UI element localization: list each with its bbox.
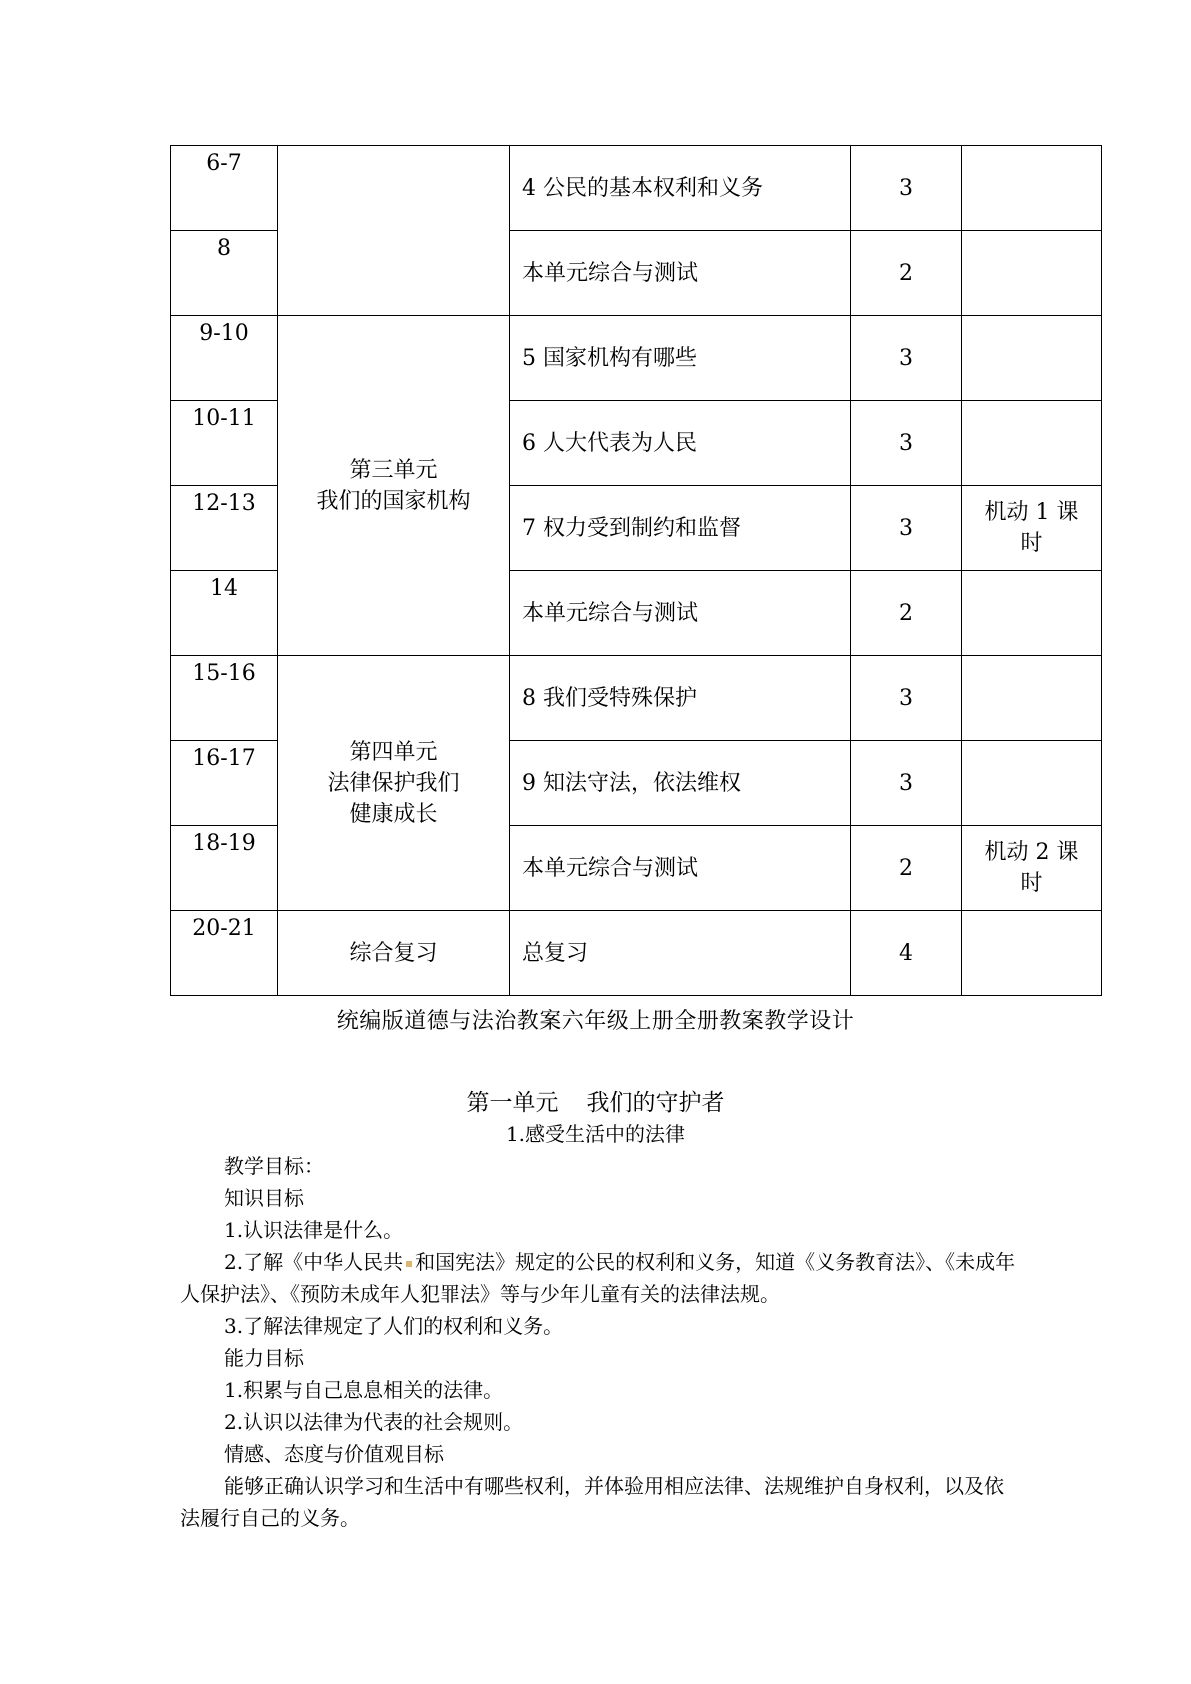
week-cell: 14 — [171, 571, 278, 656]
emotion-label: 情感、态度与价值观目标 — [224, 1442, 444, 1466]
unit-cell — [278, 656, 510, 911]
ability-label: 能力目标 — [224, 1346, 304, 1370]
lesson-body — [180, 1150, 1020, 1534]
table-row — [171, 146, 1102, 231]
note-cell — [962, 316, 1102, 401]
hours-cell: 3 — [851, 741, 962, 826]
note-cell: 机动 1 课时 — [962, 486, 1102, 571]
topic-cell: 本单元综合与测试 — [510, 826, 851, 911]
note-cell — [962, 656, 1102, 741]
hours-cell: 3 — [851, 146, 962, 231]
unit-name: 第三单元 — [349, 457, 438, 483]
week-cell: 6-7 — [171, 146, 278, 231]
week-cell: 8 — [171, 231, 278, 316]
week-cell: 9-10 — [171, 316, 278, 401]
ability-item: 2.认识以法律为代表的社会规则。 — [224, 1410, 524, 1434]
topic-cell: 8 我们受特殊保护 — [510, 656, 851, 741]
week-cell: 20-21 — [171, 911, 278, 996]
table-row — [171, 656, 1102, 741]
unit-cell: 综合复习 — [278, 911, 510, 996]
table-row — [171, 316, 1102, 401]
goals-label: 教学目标： — [224, 1154, 324, 1178]
unit-label: 第一单元 — [466, 1090, 559, 1116]
topic-cell: 总复习 — [510, 911, 851, 996]
hours-cell: 2 — [851, 826, 962, 911]
note-cell: 机动 2 课时 — [962, 826, 1102, 911]
schedule-table — [170, 145, 1102, 996]
ability-item: 1.积累与自己息息相关的法律。 — [224, 1378, 504, 1402]
note-cell — [962, 571, 1102, 656]
hours-cell: 3 — [851, 486, 962, 571]
unit-heading — [0, 1084, 1191, 1117]
week-cell: 15-16 — [171, 656, 278, 741]
knowledge-item: 1.认识法律是什么。 — [224, 1218, 404, 1242]
knowledge-item-part: 和国宪法》规定的公民的权利和义务，知道《义务教育法》、《未成年人保护法》、《预防未成年人犯罪法》等与少年儿童有关的法律法规。 — [180, 1250, 1016, 1306]
hours-cell: 3 — [851, 316, 962, 401]
marker-icon — [406, 1261, 412, 1267]
note-cell — [962, 401, 1102, 486]
topic-cell: 7 权力受到制约和监督 — [510, 486, 851, 571]
note-cell — [962, 911, 1102, 996]
unit-cell — [278, 316, 510, 656]
unit-title: 法律保护我们 — [327, 770, 460, 796]
topic-cell: 6 人大代表为人民 — [510, 401, 851, 486]
topic-cell: 4 公民的基本权利和义务 — [510, 146, 851, 231]
hours-cell: 4 — [851, 911, 962, 996]
unit-name: 我们的守护者 — [586, 1090, 725, 1116]
note-cell — [962, 231, 1102, 316]
note-cell — [962, 741, 1102, 826]
week-cell: 18-19 — [171, 826, 278, 911]
week-cell: 10-11 — [171, 401, 278, 486]
knowledge-item-part: 2.了解《中华人民共 — [224, 1250, 404, 1274]
unit-title-cont: 健康成长 — [349, 801, 438, 827]
document-title: 统编版道德与法治教案六年级上册全册教案教学设计 — [336, 1009, 855, 1034]
topic-cell: 本单元综合与测试 — [510, 571, 851, 656]
week-cell: 12-13 — [171, 486, 278, 571]
hours-cell: 2 — [851, 231, 962, 316]
hours-cell: 2 — [851, 571, 962, 656]
table-row — [171, 911, 1102, 996]
unit-title: 我们的国家机构 — [316, 488, 471, 514]
knowledge-label: 知识目标 — [224, 1186, 304, 1210]
hours-cell: 3 — [851, 656, 962, 741]
knowledge-item — [180, 1246, 1020, 1310]
topic-cell: 5 国家机构有哪些 — [510, 316, 851, 401]
unit-cell — [278, 146, 510, 316]
emotion-item: 能够正确认识学习和生活中有哪些权利，并体验用相应法律、法规维护自身权利，以及依法履行自己的义务。 — [180, 1474, 1004, 1530]
lesson-heading: 1.感受生活中的法律 — [505, 1122, 686, 1146]
unit-name: 第四单元 — [349, 739, 438, 765]
knowledge-item: 3.了解法律规定了人们的权利和义务。 — [224, 1314, 564, 1338]
hours-cell: 3 — [851, 401, 962, 486]
week-cell: 16-17 — [171, 741, 278, 826]
note-cell — [962, 146, 1102, 231]
topic-cell: 9 知法守法，依法维权 — [510, 741, 851, 826]
topic-cell: 本单元综合与测试 — [510, 231, 851, 316]
